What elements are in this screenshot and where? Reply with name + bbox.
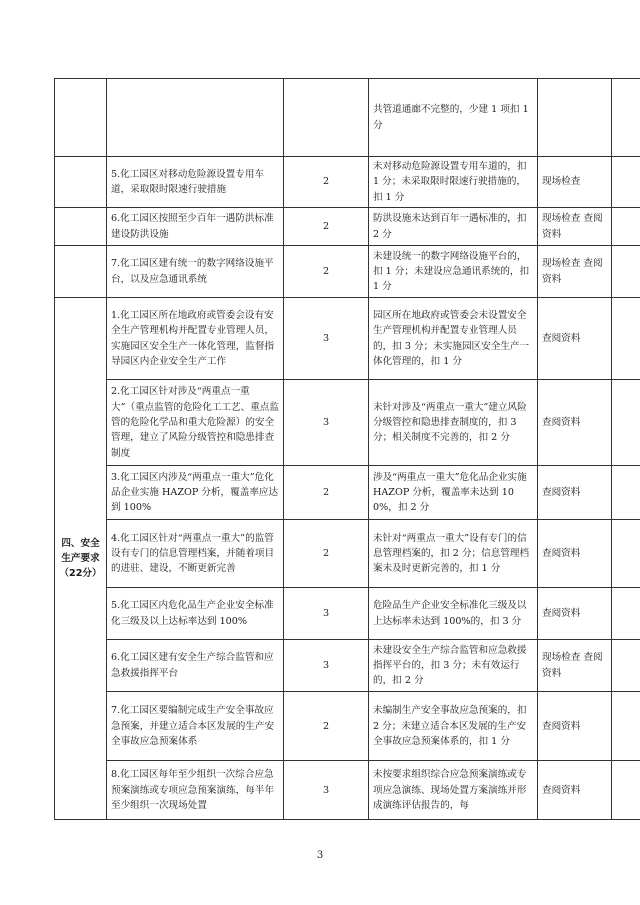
item-cell: 5.化工园区内危化品生产企业安全标准化三级及以上达标率达到 100%	[107, 588, 284, 640]
method-cell	[538, 79, 612, 157]
remarks-cell	[612, 466, 640, 520]
table-row	[55, 640, 640, 692]
category-cell-empty	[55, 79, 107, 157]
criteria-cell: 防洪设施未达到百年一遇标准的，扣 2 分	[369, 208, 538, 246]
item-cell: 3.化工园区内涉及“两重点一重大”危化品企业实施 HAZOP 分析，覆盖率应达到 100%	[107, 466, 284, 520]
criteria-cell: 未按要求组织综合应急预案演练或专项应急演练、现场处置方案演练并形成演练评估报告的，每	[369, 761, 538, 820]
item-cell	[107, 79, 284, 157]
method-cell: 查阅资料	[538, 380, 612, 466]
table-row	[55, 298, 640, 380]
score-cell: 3	[284, 298, 369, 380]
table-row	[55, 588, 640, 640]
method-cell: 查阅资料	[538, 761, 612, 820]
remarks-cell	[612, 380, 640, 466]
criteria-cell: 未针对“两重点一重大”设有专门的信息管理档案的，扣 2 分；信息管理档案未及时更新完善的，扣 1 分	[369, 520, 538, 588]
score-cell: 3	[284, 380, 369, 466]
table-row	[55, 246, 640, 298]
remarks-cell	[612, 157, 640, 208]
method-cell: 查阅资料	[538, 588, 612, 640]
table-row	[55, 692, 640, 761]
page-number: 3	[316, 850, 324, 861]
criteria-cell: 涉及“两重点一重大”危化品企业实施 HAZOP 分析，覆盖率未达到 100%，扣 2 分	[369, 466, 538, 520]
item-cell: 7.化工园区要编制完成生产安全事故应急预案，并建立适合本区发展的生产安全事故应急预案体系	[107, 692, 284, 761]
remarks-cell	[612, 298, 640, 380]
item-cell: 1.化工园区所在地政府或管委会设有安全生产管理机构并配置专业管理人员，实施园区安全生产一体化管理，监督指导园区内企业安全生产工作	[107, 298, 284, 380]
assessment-table	[54, 78, 640, 820]
score-cell: 2	[284, 246, 369, 298]
criteria-cell: 危险品生产企业安全标准化三级及以上达标率未达到 100%的，扣 3 分	[369, 588, 538, 640]
score-cell: 2	[284, 692, 369, 761]
score-cell: 2	[284, 520, 369, 588]
remarks-cell	[612, 520, 640, 588]
method-cell: 查阅资料	[538, 520, 612, 588]
remarks-cell	[612, 640, 640, 692]
criteria-cell: 未编制生产安全事故应急预案的，扣 2 分；未建立适合本区发展的生产安全事故应急预案体系的，扣 1 分	[369, 692, 538, 761]
item-cell: 8.化工园区每年至少组织一次综合应急预案演练或专项应急预案演练，每半年至少组织一次现场处置	[107, 761, 284, 820]
score-cell: 2	[284, 208, 369, 246]
criteria-cell: 共管道通廊不完整的，少建 1 项扣 1 分	[369, 79, 538, 157]
method-cell: 查阅资料	[538, 466, 612, 520]
criteria-cell: 未针对涉及“两重点一重大”建立风险分级管控和隐患排查制度的，扣 3 分；相关制度不完善的，扣 2 分	[369, 380, 538, 466]
method-cell: 查阅资料	[538, 692, 612, 761]
item-cell: 6.化工园区建有安全生产综合监管和应急救援指挥平台	[107, 640, 284, 692]
score-cell: 3	[284, 588, 369, 640]
item-cell: 4.化工园区针对“两重点一重大”的监管设有专门的信息管理档案，并随着项目的进驻、建设，不断更新完善	[107, 520, 284, 588]
score-cell: 3	[284, 640, 369, 692]
method-cell: 现场检查 查阅资料	[538, 640, 612, 692]
criteria-cell: 未对移动危险源设置专用车道的，扣 1 分；未采取限时限速行驶措施的，扣 1 分	[369, 157, 538, 208]
category-cell-empty	[55, 157, 107, 208]
score-cell: 2	[284, 466, 369, 520]
table-row	[55, 380, 640, 466]
remarks-cell	[612, 79, 640, 157]
remarks-cell	[612, 208, 640, 246]
remarks-cell	[612, 246, 640, 298]
item-cell: 5.化工园区对移动危险源设置专用车道，采取限时限速行驶措施	[107, 157, 284, 208]
criteria-cell: 未建设统一的数字网络设施平台的，扣 1 分；未建设应急通讯系统的，扣 1 分	[369, 246, 538, 298]
remarks-cell	[612, 761, 640, 820]
section-title: 四、安全生产要求（22分）	[55, 298, 107, 820]
item-cell: 6.化工园区按照至少百年一遇防洪标准建设防洪设施	[107, 208, 284, 246]
item-cell: 7.化工园区建有统一的数字网络设施平台，以及应急通讯系统	[107, 246, 284, 298]
method-cell: 现场检查	[538, 157, 612, 208]
table-row	[55, 520, 640, 588]
table-row	[55, 79, 640, 157]
item-cell: 2.化工园区针对涉及“两重点一重大”（重点监管的危险化工工艺、重点监管的危险化学品和重大危险源）的安全管理，建立了风险分级管控和隐患排查制度	[107, 380, 284, 466]
table-row	[55, 466, 640, 520]
score-cell: 3	[284, 761, 369, 820]
category-cell-empty	[55, 246, 107, 298]
score-cell: 2	[284, 157, 369, 208]
table-row	[55, 208, 640, 246]
remarks-cell	[612, 692, 640, 761]
category-cell-empty	[55, 208, 107, 246]
table-row	[55, 761, 640, 820]
method-cell: 现场检查 查阅资料	[538, 208, 612, 246]
score-cell	[284, 79, 369, 157]
criteria-cell: 未建设安全生产综合监管和应急救援指挥平台的，扣 3 分；未有效运行的，扣 2 分	[369, 640, 538, 692]
table-row	[55, 157, 640, 208]
method-cell: 查阅资料	[538, 298, 612, 380]
remarks-cell	[612, 588, 640, 640]
method-cell: 现场检查 查阅资料	[538, 246, 612, 298]
criteria-cell: 园区所在地政府或管委会未设置安全生产管理机构并配置专业管理人员的，扣 3 分；未实施园区安全生产一体化管理的，扣 1 分	[369, 298, 538, 380]
